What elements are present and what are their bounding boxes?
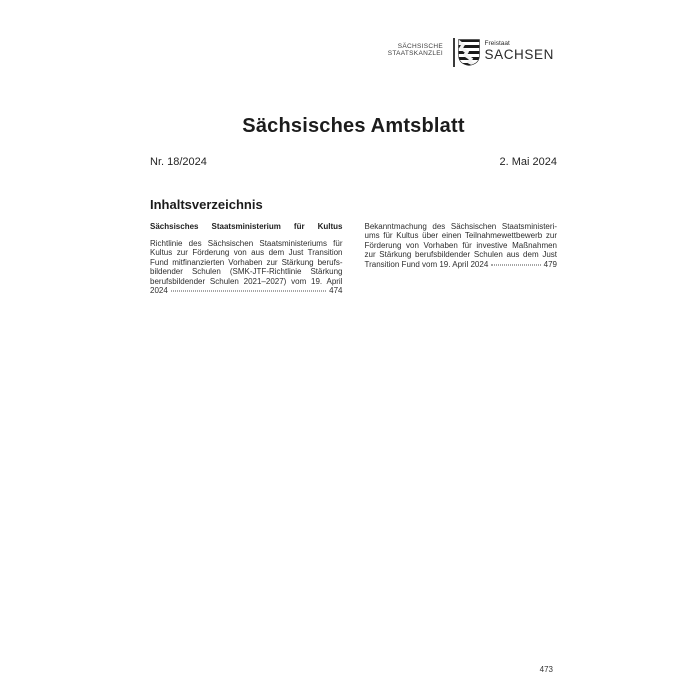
toc-entry-line: ums für Kultus über einen Teilnahmewettbewerb zur xyxy=(364,231,557,241)
state-wordmark xyxy=(485,38,554,68)
toc-entry-line: bildender Schulen (SMK-JTF-Richtlinie Stärkung xyxy=(150,267,343,277)
footer-page-number: 473 xyxy=(539,665,553,674)
toc-entry-line: berufsbildender Schulen 2021–2027) vom 19. April xyxy=(150,276,343,286)
toc-entry-page-number: 479 xyxy=(543,259,557,269)
dot-leader xyxy=(171,290,326,291)
toc-entry-line: zur Stärkung berufsbildender Schulen aus dem Just xyxy=(364,250,557,260)
toc-entry xyxy=(150,239,343,295)
state-wordmark-freistaat: Freistaat xyxy=(484,40,510,47)
issue-row xyxy=(150,156,557,168)
logo-divider xyxy=(453,38,455,67)
toc-section-heading: Sächsisches Staatsministerium für Kultus xyxy=(150,222,343,231)
toc-entry-line: Kultus zur Förderung von aus dem Just Transition xyxy=(150,248,343,258)
page-title: Sächsisches Amtsblatt xyxy=(242,115,465,137)
issue-date: 2. Mai 2024 xyxy=(499,156,557,168)
toc-entry-last-text: 2024 xyxy=(150,285,168,295)
toc-entry-last-line xyxy=(365,260,558,269)
toc-column-left xyxy=(150,222,343,295)
state-wordmark-sachsen: SACHSEN xyxy=(484,47,554,62)
toc-entry-line: Fund mitfinanzierten Vorhaben zur Stärkung berufs- xyxy=(150,257,343,267)
toc-heading: Inhaltsverzeichnis xyxy=(150,197,263,212)
toc-entry-line: Förderung von Vorhaben für investive Maßnahmen xyxy=(364,240,557,250)
toc-entry-line: Richtlinie des Sächsischen Staatsministeriums für xyxy=(150,238,343,248)
toc-entry-last-text: Transition Fund vom 19. April 2024 xyxy=(364,259,489,269)
dot-leader xyxy=(491,264,540,265)
agency-name xyxy=(385,38,443,68)
agency-name-line2: STAATSKANZLEI xyxy=(387,50,443,57)
toc-entry-last-line xyxy=(150,286,343,295)
agency-name-line1: SÄCHSISCHE xyxy=(397,43,443,50)
saxony-coat-of-arms-icon xyxy=(458,39,480,66)
state-logo xyxy=(385,38,557,68)
toc-entry-line: Bekanntmachung des Sächsischen Staatsministeri- xyxy=(364,222,557,231)
toc-columns xyxy=(150,222,557,295)
issue-number: Nr. 18/2024 xyxy=(150,156,207,168)
toc-entry-page-number: 474 xyxy=(329,285,343,295)
toc-entry xyxy=(365,222,558,269)
toc-column-right xyxy=(365,222,558,295)
